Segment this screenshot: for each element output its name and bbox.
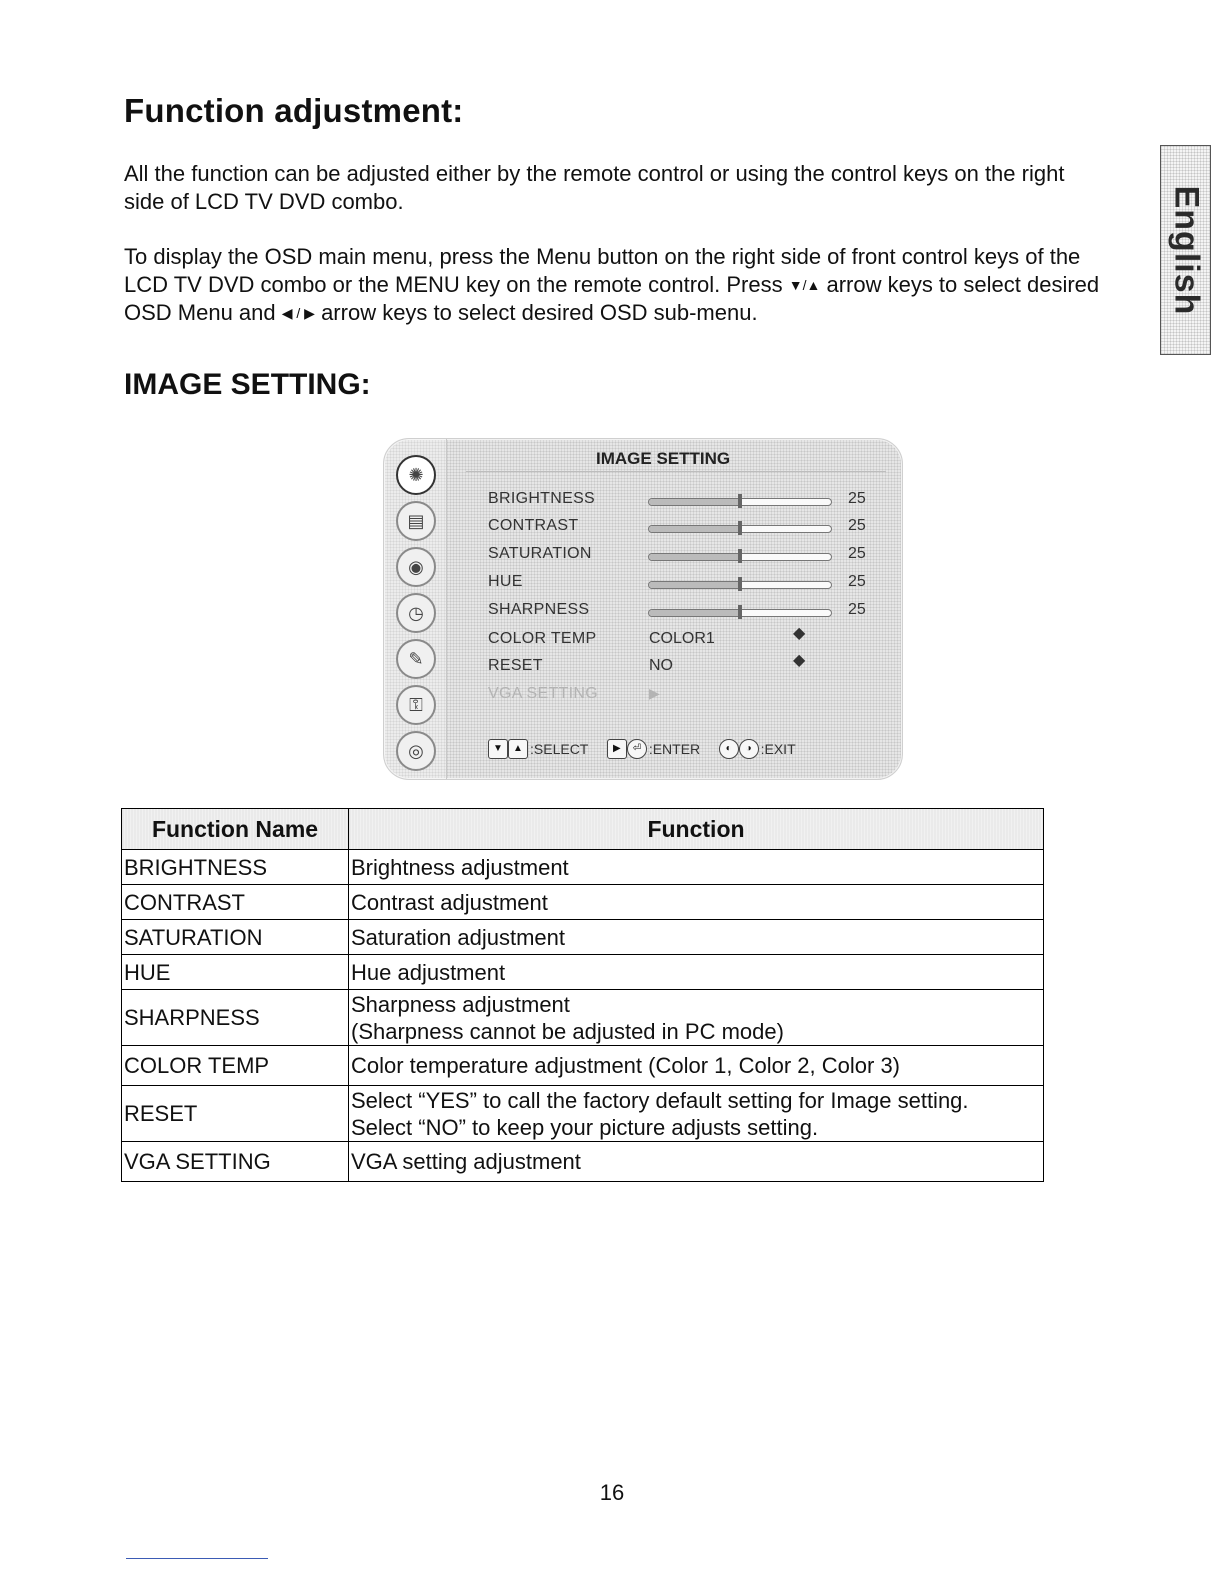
osd-brightness-value: 25 xyxy=(848,490,866,507)
osd-menu-sidebar xyxy=(384,439,447,779)
function-cell xyxy=(349,920,1044,955)
exit-key-icon: ◑ xyxy=(739,739,759,759)
function-cell xyxy=(349,1142,1044,1182)
vga-arrow-icon: ▶ xyxy=(649,685,660,701)
up-down-arrow-icon: ▼/▲ xyxy=(788,277,821,293)
instructions-text-1: To display the OSD main menu, press the Menu button on the right side of front control keys of the LCD TV DVD combo or the MENU key on the remote control. Press xyxy=(124,244,1081,297)
table-row xyxy=(122,885,1044,920)
tv-icon[interactable]: ▤ xyxy=(396,501,436,541)
table-row xyxy=(122,920,1044,955)
osd-reset-row[interactable] xyxy=(488,652,878,679)
function-text: Saturation adjustment xyxy=(351,924,566,950)
osd-reset-value: NO xyxy=(649,657,673,674)
osd-contrast-value: 25 xyxy=(848,517,866,534)
osd-hue-row[interactable] xyxy=(488,573,878,595)
function-name-cell: CONTRAST xyxy=(122,885,349,920)
language-tab xyxy=(1160,145,1211,355)
page-number: 16 xyxy=(599,1480,625,1505)
function-cell xyxy=(349,1046,1044,1086)
down-key-icon: ▼ xyxy=(488,739,508,759)
osd-reset-label: RESET xyxy=(488,657,543,674)
osd-sharpness-row[interactable] xyxy=(488,601,878,623)
left-right-arrow-icon: ◀ / ▶ xyxy=(281,305,315,321)
osd-saturation-row[interactable] xyxy=(488,545,878,567)
osd-color-temp-value: COLOR1 xyxy=(649,630,715,647)
hue-slider[interactable] xyxy=(648,581,832,589)
osd-sharpness-label: SHARPNESS xyxy=(488,601,590,618)
instructions-text-3: arrow keys to select desired OSD sub-menu. xyxy=(314,300,758,325)
language-tab-label: English xyxy=(1167,185,1206,315)
function-name-cell: HUE xyxy=(122,955,349,990)
function-cell xyxy=(349,955,1044,990)
osd-contrast-row[interactable] xyxy=(488,517,878,539)
table-row xyxy=(122,1142,1044,1182)
function-name-cell: COLOR TEMP xyxy=(122,1046,349,1086)
osd-color-temp-row[interactable] xyxy=(488,625,878,652)
reset-updown-icon[interactable]: ◆ xyxy=(793,652,806,669)
osd-color-temp-label: COLOR TEMP xyxy=(488,630,597,647)
function-table xyxy=(121,808,1044,1182)
header-function: Function xyxy=(349,809,1044,850)
enter-hint: :ENTER xyxy=(648,741,701,757)
clock-icon[interactable]: ◷ xyxy=(396,593,436,633)
brightness-slider[interactable] xyxy=(648,498,832,506)
osd-sharpness-value: 25 xyxy=(848,601,866,618)
menu-key-icon: ◐ xyxy=(719,739,739,759)
function-name-cell: SATURATION xyxy=(122,920,349,955)
footer-rule xyxy=(126,1558,268,1559)
table-header-row xyxy=(122,809,1044,850)
function-text: VGA setting adjustment xyxy=(351,1149,581,1174)
function-text: Sharpness adjustment xyxy=(351,991,570,1017)
table-row xyxy=(122,1046,1044,1086)
sharpness-slider[interactable] xyxy=(648,609,832,617)
function-text: Hue adjustment xyxy=(351,959,506,985)
osd-divider xyxy=(466,471,886,472)
instructions-text-2: arrow keys to select desired OSD Menu and xyxy=(124,272,1100,325)
osd-brightness-row[interactable] xyxy=(488,490,878,512)
function-text: (Sharpness cannot be adjusted in PC mode) xyxy=(351,1018,784,1044)
table-row xyxy=(122,955,1044,990)
table-row xyxy=(122,1086,1044,1142)
osd-contrast-label: CONTRAST xyxy=(488,517,579,534)
dvd-icon[interactable]: ◎ xyxy=(396,731,436,771)
saturation-slider[interactable] xyxy=(648,553,832,561)
section-title: IMAGE SETTING: xyxy=(124,368,371,401)
osd-vga-setting-row xyxy=(488,685,878,707)
osd-saturation-label: SATURATION xyxy=(488,545,592,562)
right-key-icon: ▶ xyxy=(607,739,627,759)
picture-icon[interactable]: ✺ xyxy=(396,455,436,495)
select-hint: :SELECT xyxy=(530,741,589,757)
function-text: Brightness adjustment xyxy=(351,854,569,880)
table-row xyxy=(122,850,1044,885)
contrast-slider[interactable] xyxy=(648,525,832,533)
function-name-cell: SHARPNESS xyxy=(122,990,349,1046)
enter-key-icon: ⏎ xyxy=(627,739,647,759)
function-name-cell: BRIGHTNESS xyxy=(122,850,349,885)
lock-icon[interactable]: ⚿ xyxy=(396,685,436,725)
up-key-icon: ▲ xyxy=(508,739,528,759)
setup-icon[interactable]: ✎ xyxy=(396,639,436,679)
header-function-name: Function Name xyxy=(122,809,349,850)
function-text: Select “YES” to call the factory default setting for Image setting. xyxy=(351,1087,969,1113)
function-cell xyxy=(349,885,1044,920)
osd-image-setting-screen xyxy=(383,438,903,780)
function-name-cell: RESET xyxy=(122,1086,349,1142)
osd-instructions-paragraph xyxy=(124,243,1104,327)
function-cell xyxy=(349,990,1044,1046)
table-row xyxy=(122,990,1044,1046)
color-temp-updown-icon[interactable]: ◆ xyxy=(793,625,806,642)
function-cell xyxy=(349,1086,1044,1142)
page-title: Function adjustment: xyxy=(124,92,464,129)
intro-paragraph: All the function can be adjusted either by the remote control or using the control keys on the right side of LCD TV DVD combo. xyxy=(124,161,1065,214)
audio-icon[interactable]: ◉ xyxy=(396,547,436,587)
function-text: Contrast adjustment xyxy=(351,889,548,915)
exit-hint: :EXIT xyxy=(760,741,796,757)
osd-saturation-value: 25 xyxy=(848,545,866,562)
function-text: Color temperature adjustment (Color 1, Color 2, Color 3) xyxy=(351,1053,901,1078)
osd-hue-value: 25 xyxy=(848,573,866,590)
osd-vga-setting-label: VGA SETTING xyxy=(488,685,598,702)
osd-hue-label: HUE xyxy=(488,573,523,590)
osd-brightness-label: BRIGHTNESS xyxy=(488,490,596,507)
osd-title: IMAGE SETTING xyxy=(596,449,731,468)
function-cell xyxy=(349,850,1044,885)
function-name-cell: VGA SETTING xyxy=(122,1142,349,1182)
function-text: Select “NO” to keep your picture adjusts setting. xyxy=(351,1114,819,1140)
osd-footer-hints xyxy=(488,739,888,763)
